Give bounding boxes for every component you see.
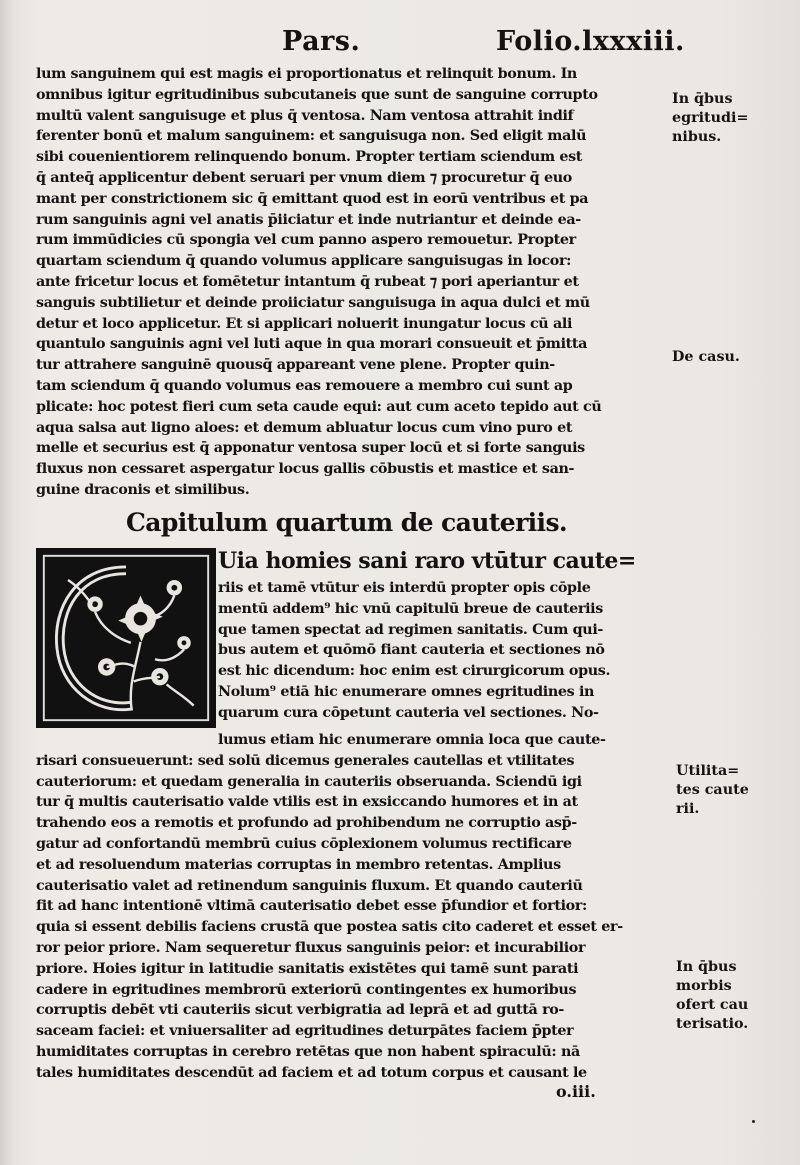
text-line: rum immūdicies cū spongia vel cum panno aspero remouetur. Propter bbox=[36, 232, 576, 249]
text-line: q̄ anteq̄ applicentur debent seruari per vnum diem ⁊ procuretur q̄ euo bbox=[36, 169, 572, 186]
text-line: sanguis subtilietur et deinde proiiciatur sanguisuga in aqua dulci et mū bbox=[36, 294, 590, 311]
text-line: ante fricetur locus et fomētetur intantum q̄ rubeat ⁊ pori aperiantur et bbox=[36, 273, 579, 290]
text-line: humiditates corruptas in cerebro retētas que non habent spiraculū: nā bbox=[36, 1043, 580, 1060]
floral-initial-ornament bbox=[39, 551, 213, 725]
chapter-heading: Capitulum quartum de cauteriis. bbox=[126, 508, 568, 537]
text-line: saceam faciei: et vniuersaliter ad egritudines deturpātes faciem p̄pter bbox=[36, 1023, 574, 1040]
body-text-bottom bbox=[36, 730, 664, 1084]
marginal-note-de-casu bbox=[672, 348, 740, 367]
decorated-initial bbox=[36, 548, 216, 728]
text-line: tales humiditates descendūt ad faciem et ad totum corpus et causant le bbox=[36, 1064, 587, 1081]
text-line: tur attrahere sanguinē quousq̄ appareant vene plene. Propter quin- bbox=[36, 357, 555, 374]
header-folio: Folio.lxxxiii. bbox=[496, 26, 685, 57]
text-line: gatur ad confortandū membrū cuius cōplexionem volumus rectificare bbox=[36, 835, 572, 852]
text-line: omnibus igitur egritudinibus subcutaneis que sunt de sanguine corrupto bbox=[36, 86, 598, 103]
marginal-line: egritudi= bbox=[672, 110, 749, 126]
text-line: fluxus non cessaret aspergatur locus gallis cōbustis et mastice et san- bbox=[36, 461, 575, 478]
text-line: riis et tamē vtūtur eis interdū propter opis cōple bbox=[218, 580, 591, 596]
text-line: plicate: hoc potest fieri cum seta caude equi: aut cum aceto tepido aut cū bbox=[36, 398, 602, 415]
text-line: cauteriorum: et quedam generalia in cauteriis obseruanda. Sciendū igi bbox=[36, 773, 582, 790]
text-line: et ad resoluendum materias corruptas in membro retentas. Amplius bbox=[36, 856, 561, 873]
text-line: aqua salsa aut ligno aloes: et demum abluatur locus cum vino puro et bbox=[36, 419, 573, 436]
marginal-line: rii. bbox=[676, 801, 700, 817]
text-line: ror peior priore. Nam sequeretur fluxus sanguinis peior: et incurabilior bbox=[36, 939, 586, 956]
marginal-line: ofert cau bbox=[676, 997, 749, 1013]
ink-speck bbox=[752, 1120, 755, 1123]
body-text-top bbox=[36, 64, 664, 501]
text-line: ferenter bonū et malum sanguinem: et sanguisuga non. Sed eligit malū bbox=[36, 128, 587, 145]
text-line: corruptis debēt vti cauteriis sicut verbigratia ad leprā et ad guttā ro- bbox=[36, 1002, 565, 1019]
text-line: lum sanguinem qui est magis ei proportionatus et relinquit bonum. In bbox=[36, 66, 577, 82]
running-header bbox=[0, 22, 800, 62]
text-line: priore. Hoies igitur in latitudie sanitatis existētes qui tamē sunt parati bbox=[36, 960, 579, 977]
chapter-first-line: Uia homies sani raro vtūtur caute= bbox=[218, 548, 636, 574]
marginal-line: In q̄bus bbox=[672, 91, 733, 107]
text-line: fit ad hanc intentionē vltimā cauterisatio debet esse p̄fundior et fortior: bbox=[36, 898, 587, 915]
header-pars: Pars. bbox=[282, 26, 361, 57]
text-line: melle et securius est q̄ apponatur ventosa super locū et si forte sanguis bbox=[36, 440, 585, 457]
text-line: mentū addem⁹ hic vnū capitulū breue de cauteriis bbox=[218, 600, 603, 617]
text-line: rum sanguinis agni vel anatis p̄iiciatur et inde nutriantur et deinde ea- bbox=[36, 211, 581, 228]
text-line: Nolum⁹ etiā hic enumerare omnes egritudines in bbox=[218, 683, 595, 700]
text-line: lumus etiam hic enumerare omnia loca que caute- bbox=[218, 732, 606, 748]
marginal-note-egritudinibus bbox=[672, 90, 748, 147]
text-line: detur et loco applicetur. Et si applicari noluerit inungatur locus cū ali bbox=[36, 315, 573, 332]
text-line: cadere in egritudines membrorū exteriorū contingentes ex humoribus bbox=[36, 981, 577, 998]
text-line: bus autem et quōmō fiant cauteria et sectiones nō bbox=[218, 642, 605, 659]
text-line: guine draconis et similibus. bbox=[36, 481, 250, 498]
text-line: quarum cura cōpetunt cauteria vel sectiones. No- bbox=[218, 704, 599, 721]
marginal-line: tes caute bbox=[676, 782, 749, 798]
text-line: quia si essent debilis faciens crustā que postea satis cito caderet et esset er- bbox=[36, 919, 623, 936]
text-line: tam sciendum q̄ quando volumus eas remouere a membro cui sunt ap bbox=[36, 377, 573, 394]
marginal-line: nibus. bbox=[672, 129, 722, 145]
marginal-note-morbis bbox=[676, 958, 748, 1034]
marginal-line: morbis bbox=[676, 978, 732, 994]
text-line: risari consueuerunt: sed solū dicemus generales cautellas et vtilitates bbox=[36, 752, 575, 769]
text-line: sibi couenientiorem relinquendo bonum. Propter tertiam sciendum est bbox=[36, 149, 583, 166]
text-line: que tamen spectat ad regimen sanitatis. Cum qui- bbox=[218, 621, 603, 638]
text-line: trahendo eos a remotis et profundo ad prohibendum ne corruptio asp̄- bbox=[36, 815, 577, 832]
marginal-line: terisatio. bbox=[676, 1016, 749, 1032]
text-line: mant per constrictionem sic q̄ emittant quod est in eorū ventribus et pa bbox=[36, 190, 589, 207]
text-line: cauterisatio valet ad retinendum sanguinis fluxum. Et quando cauteriū bbox=[36, 877, 583, 894]
text-line: quartam sciendum q̄ quando volumus applicare sanguisugas in locor: bbox=[36, 253, 572, 270]
marginal-line: In q̄bus bbox=[676, 959, 737, 975]
text-line: est hic dicendum: hoc enim est cirurgicorum opus. bbox=[218, 663, 611, 680]
text-line: quantulo sanguinis agni vel luti aque in qua morari consueuit et p̄mitta bbox=[36, 336, 588, 353]
marginal-note-utilitates bbox=[676, 762, 749, 819]
marginal-line: De casu. bbox=[672, 349, 740, 365]
text-line: multū valent sanguisuge et plus q̄ ventosa. Nam ventosa attrahit indif bbox=[36, 107, 574, 124]
marginal-line: Utilita= bbox=[676, 763, 740, 779]
signature-mark: o.iii. bbox=[556, 1082, 596, 1101]
text-line: tur q̄ multis cauterisatio valde vtilis est in exsiccando humores et in at bbox=[36, 794, 578, 811]
body-text-beside-initial bbox=[218, 578, 666, 724]
